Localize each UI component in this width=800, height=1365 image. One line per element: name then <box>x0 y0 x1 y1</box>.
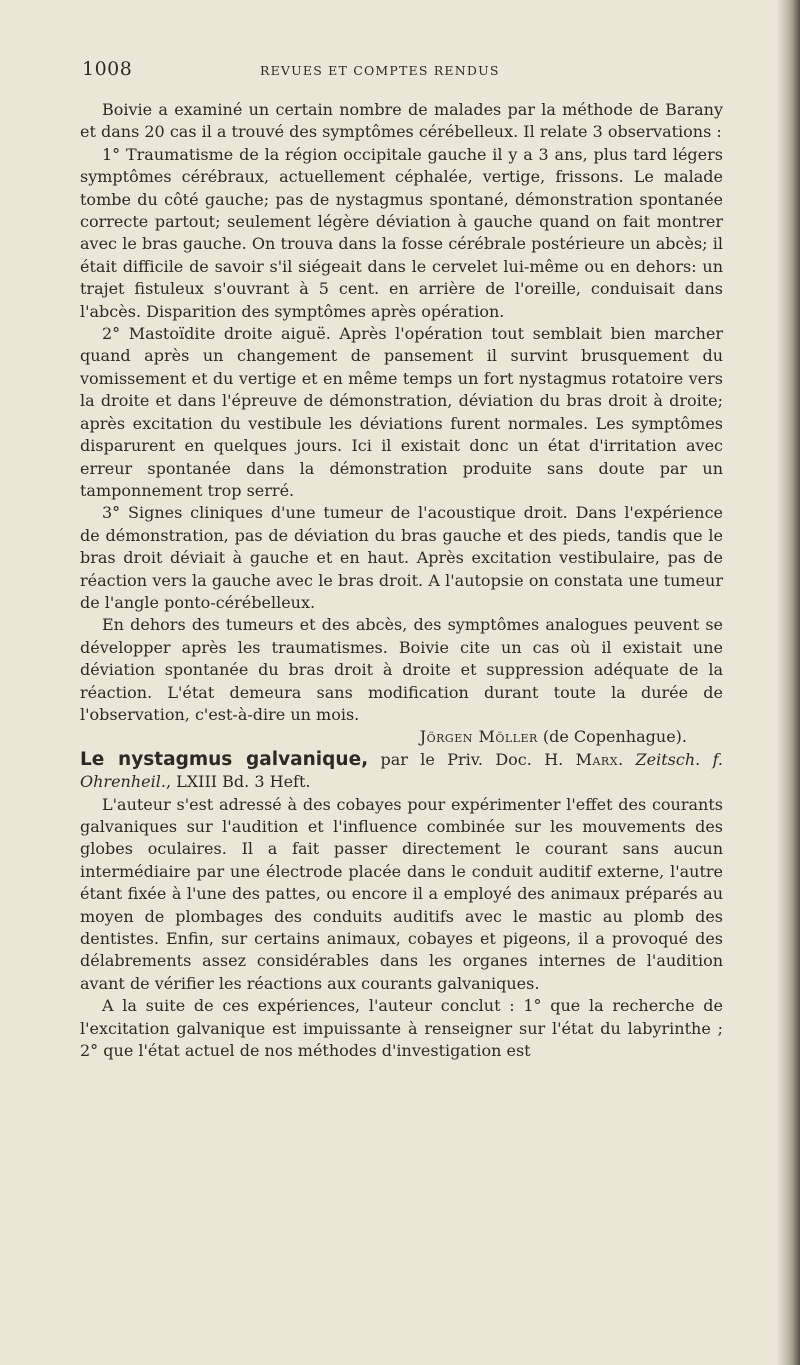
body-text <box>80 99 723 1062</box>
paragraph-observation-3: 3° Signes cliniques d'une tumeur de l'acoustique droit. Dans l'expérience de démonstration, pas de déviation du bras gauche et des pieds, tandis que le bras droit déviait à gauche et en haut. Après excitation vestibulaire, pas de réaction vers la gauche avec le bras droit. A l'autopsie on constata une tumeur de l'angle ponto-cérébelleux. <box>80 503 723 612</box>
article-author: Marx <box>575 749 619 769</box>
paragraph-conclusion: En dehors des tumeurs et des abcès, des symptômes analogues peuvent se développer après les traumatismes. Boivie cite un cas où il existait une déviation spontanée du bras droit à droite et suppression adéquate de la réaction. L'état demeura sans modification durant toute la durée de l'observation, c'est-à-dire un mois. <box>80 615 723 724</box>
running-head: REVUES ET COMPTES RENDUS <box>260 63 500 78</box>
signature-location: (de Copenhague). <box>542 727 687 747</box>
article-by: par le Priv. Doc. H. <box>368 749 576 769</box>
article-heading <box>80 749 723 794</box>
paragraph-intro: Boivie a examiné un certain nombre de malades par la méthode de Barany et dans 20 cas il a trouvé des symptômes cérébelleux. Il relate 3 observations : <box>80 100 723 142</box>
paragraph-observation-2: 2° Mastoïdite droite aiguë. Après l'opération tout semblait bien marcher quand après un changement de pansement il survint brusquement du vomissement et du vertige et en même temps un fort nystagmus rotatoire vers la droite et dans l'épreuve de démonstration, déviation du bras droit à droite; après excitation du vestibule les déviations furent normales. Les symptômes disparurent en quelques jours. Ici il existait donc un état d'irritation avec erreur spontanée dans la démonstration produite sans doute par un tamponnement trop serré. <box>80 324 723 500</box>
page-edge-shadow <box>776 0 800 1365</box>
paragraph-observation-1: 1° Traumatisme de la région occipitale gauche il y a 3 ans, plus tard légers symptômes cérébraux, actuellement céphalée, vertige, frissons. Le malade tombe du côté gauche; pas de nystagmus spontané, démonstration spontanée correcte partout; seulement légère déviation à gauche quand on fait montrer avec le bras gauche. On trouva dans la fosse cérébrale postérieure un abcès; il était difficile de savoir s'il siégeait dans le cervelet lui-même ou en dehors: un trajet fistuleux s'ouvrant à 5 cent. en arrière de l'oreille, conduisait dans l'abcès. Disparition des symptômes après opération. <box>80 144 723 321</box>
article-title: Le nystagmus galvanique, <box>80 748 369 770</box>
review-signature <box>80 726 723 748</box>
page-number: 1008 <box>82 58 133 80</box>
article-paragraph-2: A la suite de ces expériences, l'auteur conclut : 1° que la recherche de l'excitation galvanique est impuissante à renseigner sur l'état du labyrinthe ; 2° que l'état actuel de nos méthodes d'investigation est <box>80 996 723 1061</box>
article-separator: . <box>618 749 636 769</box>
article-reference: , LXIII Bd. 3 Heft. <box>165 772 311 792</box>
article-paragraph-1: L'auteur s'est adressé à des cobayes pour expérimenter l'effet des courants galvaniques sur l'audition et l'influence combinée sur les mouvements des globes oculaires. Il a fait passer directement le courant sans aucun intermédiaire par une électrode placée dans le conduit auditif externe, l'autre étant fixée à l'une des pattes, ou encore il a employé des animaux préparés au moyen de plombages des conduits auditifs avec le mastic au plomb des dentistes. Enfin, sur certains animaux, cobayes et pigeons, il a provoqué des délabrements assez considérables dans les organes internes de l'audition avant de vérifier les réactions aux courants galvaniques. <box>80 794 723 993</box>
article-journal: Zeitsch. f. Ohrenheil. <box>80 749 724 792</box>
page-header <box>82 58 722 82</box>
signature-author: Jörgen Möller <box>419 727 538 747</box>
